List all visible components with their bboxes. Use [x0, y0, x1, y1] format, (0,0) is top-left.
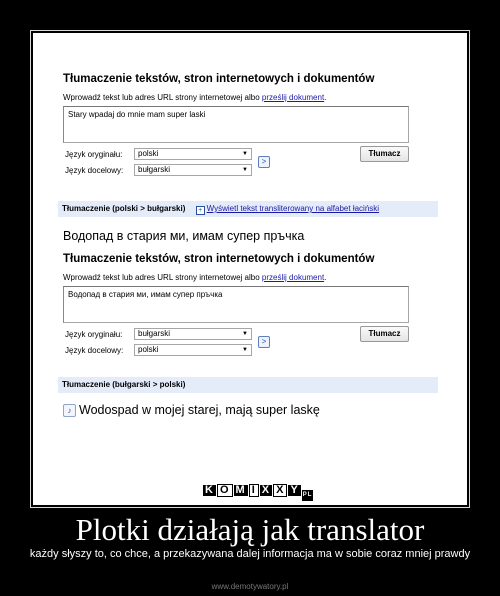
chevron-down-icon: ▼	[242, 347, 248, 353]
translation-result: Водопад в стария ми, имам супер пръчка	[63, 229, 305, 243]
poster-image	[33, 33, 467, 505]
target-language-row	[63, 337, 438, 359]
source-language-label: Język oryginału:	[65, 150, 123, 159]
swap-languages-icon[interactable]: >	[258, 156, 270, 168]
source-text-input[interactable]: Водопад в стария ми, имам супер пръчка	[63, 286, 409, 323]
source-language-label: Język oryginału:	[65, 330, 123, 339]
target-language-row	[63, 157, 438, 179]
upload-document-link[interactable]: prześlij dokument	[261, 273, 325, 282]
komixxy-logo: K O M I X X Y PL	[203, 484, 314, 501]
upload-document-link[interactable]: prześlij dokument	[261, 93, 325, 102]
translate-button[interactable]: Tłumacz	[360, 326, 409, 342]
site-footer: www.demotywatory.pl	[211, 582, 289, 591]
panel-heading: Tłumaczenie tekstów, stron internetowych i dokumentów	[63, 253, 375, 265]
source-language-row	[63, 147, 438, 163]
result-bar: Tłumaczenie (bułgarski > polski)	[58, 377, 438, 393]
poster-title: Plotki działają jak translator	[75, 512, 425, 547]
target-language-label: Język docelowy:	[65, 346, 124, 355]
target-language-label: Język docelowy:	[65, 166, 124, 175]
plus-icon: +	[196, 206, 205, 215]
result-bar: Tłumaczenie (polski > bułgarski) + Wyświetl tekst transliterowany na alfabet łaciński	[58, 201, 438, 217]
speaker-icon[interactable]: ♪	[63, 404, 76, 417]
transliteration-link[interactable]: + Wyświetl tekst transliterowany na alfabet łaciński	[196, 204, 379, 213]
translate-panel-1	[63, 73, 438, 179]
translation-result: ♪ Wodospad w mojej starej, mają super laskę	[63, 403, 320, 417]
target-language-select[interactable]: bułgarski ▼	[134, 164, 252, 176]
source-language-select[interactable]: polski ▼	[134, 148, 252, 160]
source-language-select[interactable]: bułgarski ▼	[134, 328, 252, 340]
poster-subtitle: każdy słyszy to, co chce, a przekazywana dalej informacja ma w sobie coraz mniej prawdy	[29, 548, 471, 560]
source-language-row	[63, 327, 438, 343]
panel-heading: Tłumaczenie tekstów, stron internetowych i dokumentów	[63, 73, 375, 85]
chevron-down-icon: ▼	[242, 151, 248, 157]
translate-panel-2	[63, 253, 438, 359]
source-text-input[interactable]: Stary wpadaj do mnie mam super laski	[63, 106, 409, 143]
swap-languages-icon[interactable]: >	[258, 336, 270, 348]
target-language-select[interactable]: polski ▼	[134, 344, 252, 356]
chevron-down-icon: ▼	[242, 331, 248, 337]
instruction-text: Wprowadź tekst lub adres URL strony internetowej albo prześlij dokument.	[63, 93, 327, 102]
translate-button[interactable]: Tłumacz	[360, 146, 409, 162]
instruction-text: Wprowadź tekst lub adres URL strony internetowej albo prześlij dokument.	[63, 273, 327, 282]
chevron-down-icon: ▼	[242, 167, 248, 173]
